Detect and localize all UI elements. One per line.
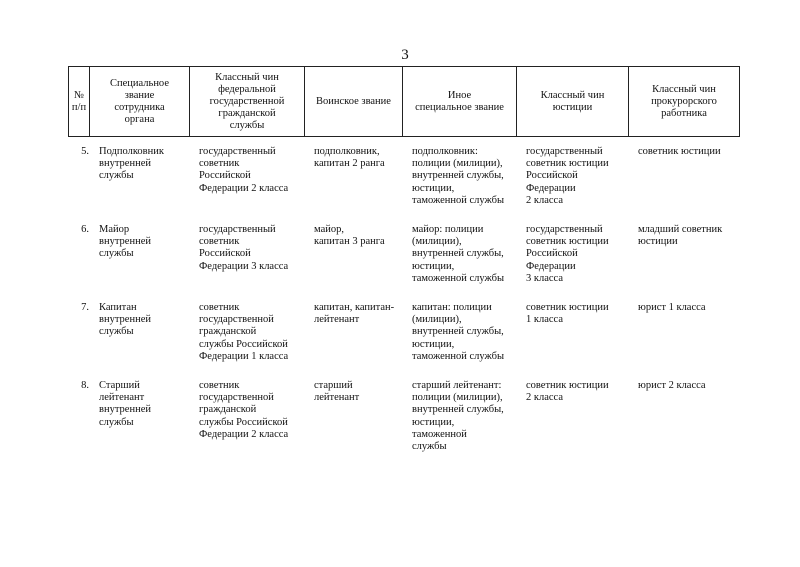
- header-other-special-rank: Иное специальное звание: [403, 67, 517, 137]
- cell-justice-rank: государственный советник юстиции Российской Федерации 3 класса: [526, 224, 609, 284]
- cell-justice-rank: советник юстиции 1 класса: [526, 302, 609, 326]
- cell-military-rank: капитан, капитан- лейтенант: [314, 302, 395, 326]
- cell-other-special-rank: подполковник: полиции (милиции), внутренней службы, юстиции, таможенной службы: [412, 146, 505, 206]
- cell-special-rank: Капитан внутренней службы: [99, 302, 151, 338]
- table-row: [68, 380, 745, 468]
- cell-civil-service-rank: государственный советник Российской Федерации 3 класса: [199, 224, 289, 272]
- header-civil-service-rank: Классный чин федеральной государственной гражданской службы: [190, 67, 305, 137]
- page-number: 3: [401, 47, 409, 63]
- header-prosecutor-rank: Классный чин прокурорского работника: [629, 67, 740, 137]
- header-justice-rank: Классный чин юстиции: [517, 67, 629, 137]
- cell-prosecutor-rank: юрист 1 класса: [638, 302, 706, 313]
- cell-other-special-rank: капитан: полиции (милиции), внутренней службы, юстиции, таможенной службы: [412, 302, 505, 362]
- header-number: № п/п: [69, 67, 90, 137]
- cell-military-rank: старший лейтенант: [314, 380, 360, 404]
- cell-military-rank: подполковник, капитан 2 ранга: [314, 146, 385, 170]
- cell-prosecutor-rank: юрист 2 класса: [638, 380, 706, 391]
- ranks-table: [68, 146, 745, 468]
- header-row: [69, 67, 740, 137]
- table-row: [68, 224, 745, 302]
- row-number: 6.: [81, 224, 89, 235]
- cell-prosecutor-rank: младший советник юстиции: [638, 224, 723, 248]
- header-military-rank: Воинское звание: [305, 67, 403, 137]
- cell-justice-rank: советник юстиции 2 класса: [526, 380, 609, 404]
- table-header: [68, 66, 740, 137]
- cell-civil-service-rank: государственный советник Российской Федерации 2 класса: [199, 146, 289, 194]
- row-number: 8.: [81, 380, 89, 391]
- cell-other-special-rank: старший лейтенант: полиции (милиции), внутренней службы, юстиции, таможенной службы: [412, 380, 504, 453]
- cell-special-rank: Старший лейтенант внутренней службы: [99, 380, 151, 428]
- row-number: 5.: [81, 146, 89, 157]
- cell-prosecutor-rank: советник юстиции: [638, 146, 721, 157]
- cell-military-rank: майор, капитан 3 ранга: [314, 224, 385, 248]
- cell-justice-rank: государственный советник юстиции Российской Федерации 2 класса: [526, 146, 609, 206]
- cell-special-rank: Майор внутренней службы: [99, 224, 151, 260]
- cell-civil-service-rank: советник государственной гражданской службы Российской Федерации 2 класса: [199, 380, 289, 440]
- row-number: 7.: [81, 302, 89, 313]
- table-row: [68, 302, 745, 380]
- cell-civil-service-rank: советник государственной гражданской службы Российской Федерации 1 класса: [199, 302, 289, 362]
- table-row: [68, 146, 745, 224]
- cell-special-rank: Подполковник внутренней службы: [99, 146, 164, 182]
- cell-other-special-rank: майор: полиции (милиции), внутренней службы, юстиции, таможенной службы: [412, 224, 505, 284]
- header-special-rank: Специальное звание сотрудника органа: [90, 67, 190, 137]
